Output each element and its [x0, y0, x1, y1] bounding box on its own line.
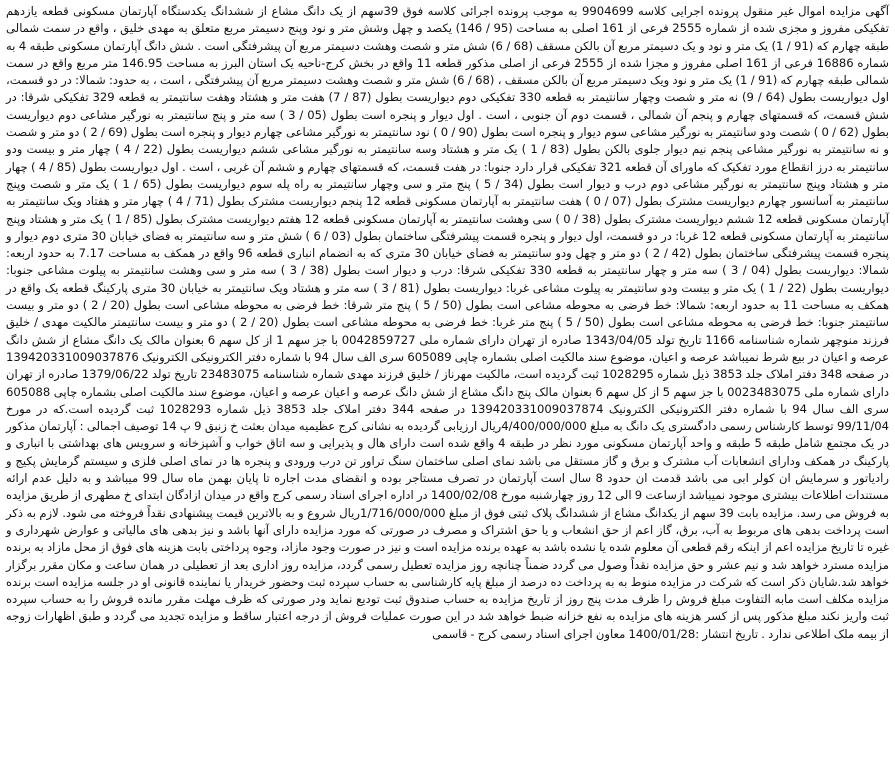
auction-notice-text: آگهی مزایده اموال غیر منقول پرونده اجرایی کلاسه 9904699 به موجب پرونده اجرائی کلاسه فوق 39سهم از یک دانگ مشاع از ششدانگ یکدستگاه آپارتمان مسکونی قطعه یازدهم تفکیکی مفروز و مجزی شده از شماره 2555 فرعی از 161 اصلی به مساحت (95 / 146) یکصد و چهل وشش متر و نود وپنج دسیمتر مربع متعلق به مهدی خلیق ، واقع در سمت شمالی طبقه چهارم که (91 / 1) یک متر و نود و یک دسیمتر مربع آن بالکن مسقف (68 / 6) شش متر و شصت وهشت دسیمتر مربع آن پیشرفتگی است . شش دانگ آپارتمان مسکونی طبقه 4 به شماره 16886 فرعی از 161 اصلی مفروز و مجزا شده از 2555 فرعی از اصلی مذکور قطعه 11 واقع در بخش کرج-ناحیه یک استان البرز به مساحت 146.95 متر مربع واقع در سمت شمالی طبقه چهارم که (91 / 1) یک متر و نود ویک دسیمتر مربع آن بالکن مسقف ، (68 / 6) شش متر و شصت وهشت دسیمتر مربع آن پیشرفتگی ، است ، به حدود: شمالا: در دو قسمت، اول دیواریست بطول (64 / 9) نه متر و شصت وچهار سانتیمتر به قطعه 330 تفکیکی دوم دیواریست بطول (87 / 7) هفت متر و هشتاد وهفت سانتیمتر به قطعه 329 تفکیکی شرقا: در شش قسمت، که قسمتهای چهارم و پنجم آن شمالی ، قسمت دوم آن جنوبی ، است . اول دیوار و پنجره است بطول (05 / 3 ) سه متر و پنج سانتیمتر به نورگیر مشاعی دوم دیواریست بطول (62 / 0 ) شصت ودو سانتیمتر به نورگیر مشاعی سوم دیوار و پنجره است بطول (90 / 0 ) نود سانتیمتر به نورگیر مشاعی چهارم دیوار و پنجره است بطول (69 / 2 ) دو متر و شصت و نه سانتیمتر به نورگیر مشاعی پنجم نیم دیوار جلوی بالکن بطول (83 / 1 ) یک متر و هشتاد وسه سانتیمتر به نورگیر مشاعی ششم دیواریست بطول (22 / 4 ) چهار متر و بیست ودو سانتیمتر به درز انقطاع مورد تفکیک که ماورای آن قطعه 321 تفکیکی قرار دارد جنوبا: در هفت قسمت، که قسمتهای چهارم و ششم آن غربی ، است . اول دیواریست بطول (85 / 4 ) چهار متر و هشتاد وپنج سانتیمتر به نورگیر مشاعی دوم درب و دیوار است بطول (34 / 5 ) پنج متر و سی وچهار سانتیمتر به راه پله سوم دیواریست بطول (65 / 1 ) یک متر و شصت وپنج سانتیمتر به آسانسور چهارم دیواریست مشترک بطول (07 / 0 ) هفت سانتیمتر به آپارتمان مسکونی قطعه 12 پنجم دیواریست مشترک بطول (71 / 4 ) چهار متر و هفتاد ویک سانتیمتر به آپارتمان مسکونی قطعه 12 ششم دیواریست مشترک بطول (38 / 0 ) سی وهشت سانتیمتر به آپارتمان مسکونی قطعه 12 هفتم دیواریست مشترک بطول (85 / 1 ) یک متر و هشتاد وپنج سانتیمتر به آپارتمان مسکونی قطعه 12 غربا: در دو قسمت، اول دیوار و پنجره قسمت پیشرفتگی ساختمان بطول (03 / 6 ) شش متر و سه سانتیمتر به فضای خیابان 30 متری دوم دیوار و پنجره قسمت پیشرفتگی ساختمان بطول (42 / 2 ) دو متر و چهل ودو سانتیمتر به فضای خیابان 30 متری که به انضمام انباری قطعه 96 واقع در همکف به مساحت 7.17 به حدود اربعه: شمالا: دیواریست بطول (04 / 3 ) سه متر و چهار سانتیمتر به قطعه 330 تفکیکی شرقا: درب و دیوار است بطول (38 / 3 ) سه متر و سی وهشت سانتیمتر به پیلوت مشاعی جنوبا: دیواریست بطول (22 / 1 ) یک متر و بیست ودو سانتیمتر به پیلوت مشاعی غربا: دیواریست بطول (81 / 3 ) سه متر و هشتاد ویک سانتیمتر به خیابان 30 متری پارکینگ قطعه یک واقع در همکف به مساحت 11 به حدود اربعه: شمالا: خط فرضی به محوطه مشاعی است بطول (50 / 5 ) پنج متر شرقا: خط فرضی به محوطه مشاعی است بطول (20 / 2 ) دو متر و بیست سانتیمتر جنوبا: خط فرضی به محوطه مشاعی است بطول (50 / 5 ) پنج متر غربا: خط فرضی به محوطه مشاعی است بطول (20 / 2 ) دو متر و بیست سانتیمتر مالکیت مهدی / خلیق فرزند منوچهر شماره شناسنامه 1166 تاریخ تولد 1343/04/05 صادره از تهران دارای شماره ملی 0042859727 با جز سهم 1 از کل سهم 6 بعنوان مالک یک دانگ مشاع از شش دانگ عرصه و اعیان در بیع شرط نمیباشد عرصه و اعیان، موضوع سند مالکیت اصلی بشماره چاپی 605089 سری الف سال 94 با شماره دفتر الکترونیکی الکترونیک 139420331009037876 در صفحه 348 دفتر املاک جلد 3853 ذیل شماره 1028295 ثبت گردیده است، مالکیت مهرناز / خلیق فرزند مهدی شماره شناسنامه 23483075 تاریخ تولد 1379/06/22 صادره از تهران دارای شماره ملی 0023483075 با جز سهم 5 از کل سهم 6 بعنوان مالک پنج دانگ مشاع از شش دانگ عرصه و اعیان عرصه و اعیان، موضوع سند مالکیت اصلی بشماره چاپی 605088 سری الف سال 94 با شماره دفتر الکترونیکی الکترونیک 139420331009037874 در صفحه 344 دفتر املاک جلد 3853 ذیل شماره 1028293 ثبت گردیده است.که در مورخ 99/11/04 توسط کارشناس رسمی دادگستری یک دانگ به مبلغ 4/400/000/000ریال ارزیابی گردیده به نشانی کرج عظیمیه میدان بعثت خ زنبق 9 پ 14 توصیف اجمالی : آپارتمان مذکور در یک مجتمع شامل طبقه 5 طبقه و واحد آپارتمان مسکونی مورد نظر در طبقه 4 واقع شده است دارای هال و پذیرایی و سه اتاق خواب و آشپزخانه و سرویس های بهداشتی با انباری و پارکینگ در همکف ودارای انشعابات آب مشترک و برق و گاز مستقل می باشد نمای اصلی ساختمان سنگ تراور تن درب ورودی و پنجره ها در نمای اصلی فلزی و سیستم گرمایش پکیج و رادیاتور و سرمایش ان کولر ابی می باشد قدمت ان حدود 8 سال است آپارتمان در تصرف مستاجر بوده و انقضای مدت اجاره تا پایان بهمن ماه سال 99 میباشد و به دلیل عدم ارائه مستندات اطلاعات بیشتری موجود نمیباشد ازساعت 9 الی 12 روز چهارشنبه مورخ 1400/02/08 در اداره اجرای اسناد رسمی کرج واقع در میدان ازادگان ابتدای خ مطهری از طریق مزایده به فروش می رسد. مزایده بابت 39 سهم از یکدانگ مشاع از ششدانگ پلاک ثبتی فوق از مبلغ 1/716/000/000ریال شروع و به بالاترین قیمت پیشنهادی نقداً فروخته می شود. لازم به ذکر است پرداخت بدهی های مربوط به آب، برق، گاز اعم از حق انشعاب و یا حق اشتراک و مصرف در صورتی که مورد مزایده دارای آنها باشد و نیز بدهی های مالیاتی و عوارض شهرداری و غیره تا تاریخ مزایده اعم از اینکه رقم قطعی آن معلوم شده یا نشده باشد به عهده برنده مزایده است و نیز در صورت وجود مازاد، وجوه پرداختی بابت هزینه های فوق از محل مازاد به برنده مزایده مسترد خواهد شد و نیم عشر و حق مزایده نقداً وصول می گردد ضمناً چنانچه روز مزایده تعطیل رسمی گردد، مزایده روز اداری بعد از تعطیلی در همان ساعت و مکان مقرر برگزار خواهد شد.شایان ذکر است که شرکت در مزایده منوط به به پرداخت ده درصد از مبلغ پایه کارشناسی به حساب سپرده ثبت وحضور خریدار یا نماینده قانونی او در جلسه مزایده است برنده مزایده مکلف است مابه التفاوت مبلغ فروش را ظرف مدت پنج روز از تاریخ مزایده به حساب صندوق ثبت تودیع نماید ودر صورتی که ظرف مهلت مقرر مانده فروش را به حساب سپرده ثبت واریز نکند مبلغ مذکور پس از کسر هزینه های مزایده به نفع خزانه ضبط خواهد شد در این صورت عملیات فروش از درجه اعتبار ساقط و مزایده تجدید می گردد و طبق اظهارات زوجه از بیمه ملک اطلاعی ندارد . تاریخ انتشار :1400/01/28 معاون اجرای اسناد رسمی کرج - قاسمی	[6, 4, 890, 641]
